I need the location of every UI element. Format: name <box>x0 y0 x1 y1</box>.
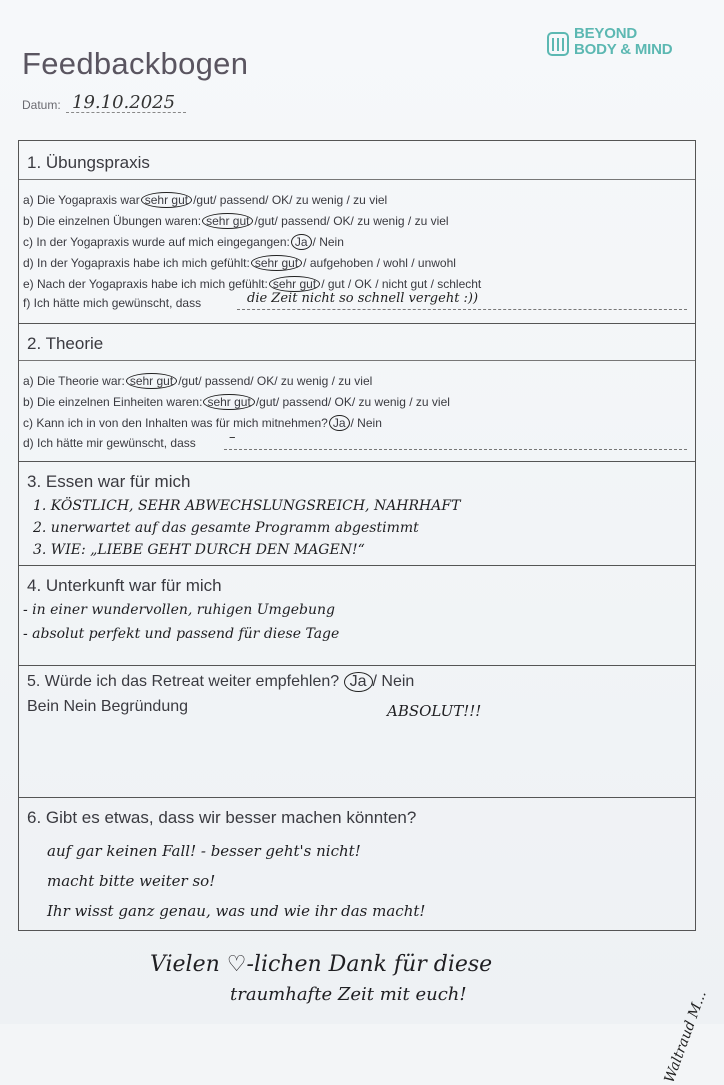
section-uebungspraxis <box>19 141 695 313</box>
handwritten-line: Ihr wisst ganz genau, was und wie ihr das macht! <box>47 902 426 920</box>
handwritten-line: 3. WIE: „LIEBE GEHT DURCH DEN MAGEN!“ <box>33 542 365 558</box>
section-title: 1. Übungspraxis <box>27 153 150 172</box>
handwritten-footer-line1: Vielen ♡-lichen Dank für diese <box>150 952 493 977</box>
question-1b: b) Die einzelnen Übungen waren: sehr gut /gut/ passend/ OK/ zu wenig / zu viel <box>23 214 449 228</box>
section-divider <box>19 179 695 180</box>
logo-text-line1: BEYOND <box>574 25 637 42</box>
section-theorie <box>19 323 695 460</box>
question-2d: d) Ich hätte mir gewünscht, dass <box>23 436 196 450</box>
handwritten-answer-5: ABSOLUT!!! <box>387 702 482 720</box>
question-1a: a) Die Yogapraxis war sehr gut /gut/ passend/ OK/ zu wenig / zu viel <box>23 193 388 207</box>
section-title: 4. Unterkunft war für mich <box>27 576 222 595</box>
answer-circle: sehr gut <box>203 394 254 410</box>
answer-line <box>237 309 687 310</box>
section-empfehlung <box>19 665 695 798</box>
section-title: 3. Essen war für mich <box>27 472 191 491</box>
question-1f: f) Ich hätte mich gewünscht, dass <box>23 296 202 310</box>
answer-circle: sehr gut <box>126 373 177 389</box>
datum-label: Datum: <box>22 98 61 112</box>
page-title: Feedbackbogen <box>22 46 249 81</box>
question-5-subtitle: Bein Nein Begründung <box>27 698 189 715</box>
handwritten-answer-1f: die Zeit nicht so schnell vergeht :)) <box>247 291 479 306</box>
handwritten-line: - in einer wundervollen, ruhigen Umgebung <box>23 602 335 618</box>
handwritten-line: macht bitte weiter so! <box>47 872 216 890</box>
logo-icon <box>547 29 569 57</box>
answer-circle: sehr gut <box>269 276 320 292</box>
section-divider <box>19 360 695 361</box>
logo-text-line2: BODY & MIND <box>574 41 673 58</box>
handwritten-line: 1. KÖSTLICH, SEHR ABWECHSLUNGSREICH, NAHRHAFT <box>33 498 461 514</box>
answer-line <box>224 449 687 450</box>
section-essen <box>19 461 695 566</box>
answer-circle: Ja <box>329 415 350 431</box>
datum-value: 19.10.2025 <box>72 92 176 113</box>
section-unterkunft <box>19 565 695 666</box>
question-5: 5. Würde ich das Retreat weiter empfehlen? Ja / Nein <box>27 673 415 690</box>
handwritten-answer-2d: – <box>229 430 236 445</box>
answer-circle: sehr gut <box>251 255 302 271</box>
handwritten-line: - absolut perfekt und passend für diese Tage <box>23 626 340 642</box>
section-title: 6. Gibt es etwas, dass wir besser machen könnten? <box>27 808 417 827</box>
handwritten-line: auf gar keinen Fall! - besser geht's nicht! <box>47 842 361 860</box>
answer-circle: Ja <box>291 234 312 250</box>
question-1c: c) In der Yogapraxis wurde auf mich eingegangen: Ja / Nein <box>23 235 344 249</box>
question-1e: e) Nach der Yogapraxis habe ich mich gefühlt: sehr gut / gut / OK / nicht gut / schlecht <box>23 277 482 291</box>
question-2c: c) Kann ich in von den Inhalten was für mich mitnehmen? Ja / Nein <box>23 416 382 430</box>
answer-circle: sehr gut <box>141 192 192 208</box>
question-2a: a) Die Theorie war: sehr gut /gut/ passend/ OK/ zu wenig / zu viel <box>23 374 373 388</box>
handwritten-line: 2. unerwartet auf das gesamte Programm abgestimmt <box>33 520 419 536</box>
section-verbesserung <box>19 797 695 931</box>
feedback-form <box>18 140 696 931</box>
answer-circle: Ja <box>344 672 373 692</box>
question-2b: b) Die einzelnen Einheiten waren: sehr gut /gut/ passend/ OK/ zu wenig / zu viel <box>23 395 450 409</box>
handwritten-signature: Waltraud M... <box>661 988 710 1085</box>
answer-circle: sehr gut <box>202 213 253 229</box>
question-1d: d) In der Yogapraxis habe ich mich gefühlt: sehr gut / aufgehoben / wohl / unwohl <box>23 256 456 270</box>
section-title: 2. Theorie <box>27 334 104 353</box>
brand-logo <box>547 26 697 62</box>
handwritten-footer-line2: traumhafte Zeit mit euch! <box>230 984 467 1005</box>
